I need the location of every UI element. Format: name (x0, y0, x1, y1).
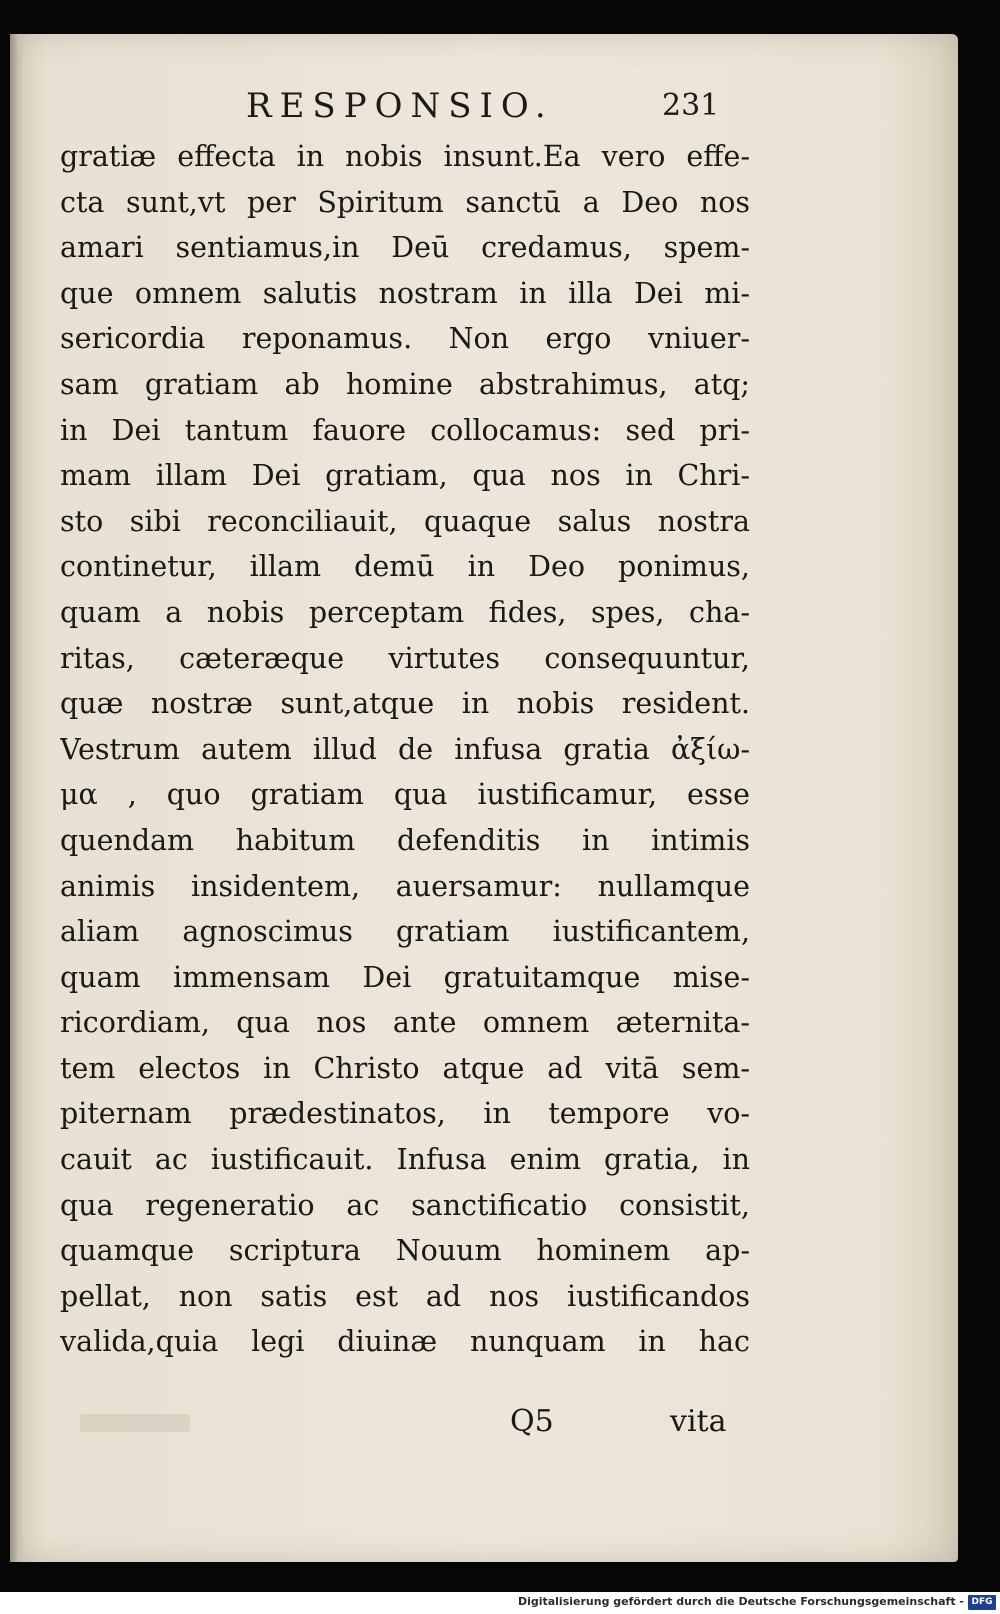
dfg-logo-icon: DFG (968, 1595, 996, 1610)
text-line: quam immensam Dei gratuitamque mise- (60, 960, 750, 994)
text-line: que omnem salutis nostram in illa Dei mi- (60, 276, 750, 310)
text-line: gratiæ effecta in nobis insunt.Ea vero effe- (60, 140, 750, 173)
page-footer (10, 1404, 958, 1450)
text-line: animis insidentem, auersamur: nullamque (60, 869, 750, 903)
body-text (60, 134, 750, 1365)
catchword: vita (670, 1404, 727, 1439)
text-line: piternam prædestinatos, in tempore vo- (60, 1097, 750, 1131)
text-line: tem electos in Christo atque ad vitā sem- (60, 1051, 750, 1085)
page-number: 231 (662, 88, 720, 123)
running-title: RESPONSIO. (246, 86, 554, 126)
running-head (10, 86, 958, 136)
text-line: quamque scriptura Nouum hominem ap- (60, 1234, 750, 1268)
text-line: amari sentiamus,in Deū credamus, spem- (60, 231, 750, 265)
text-line: quæ nostræ sunt,atque in nobis resident. (60, 687, 750, 721)
text-line: cauit ac iustificauit. Infusa enim gratia, in (60, 1143, 750, 1177)
text-line: cta sunt,vt per Spiritum sanctū a Deo nos (60, 185, 750, 219)
text-line: continetur, illam demū in Deo ponimus, (60, 550, 750, 584)
text-line: aliam agnoscimus gratiam iustificantem, (60, 915, 750, 949)
text-line: μα , quo gratiam qua iustificamur, esse (60, 778, 750, 812)
text-line: Vestrum autem illud de infusa gratia ἀξίω- (60, 732, 750, 766)
text-line: sam gratiam ab homine abstrahimus, atq; (60, 367, 750, 401)
text-line: qua regeneratio ac sanctificatio consistit, (60, 1188, 750, 1222)
text-line: quam a nobis perceptam fides, spes, cha- (60, 595, 750, 629)
attribution-text: Digitalisierung gefördert durch die Deutsche Forschungsgemeinschaft - (517, 1595, 964, 1608)
text-line: ricordiam, qua nos ante omnem æternita- (60, 1006, 750, 1040)
book-page (10, 34, 958, 1562)
signature-mark: Q5 (510, 1404, 554, 1439)
text-line: mam illam Dei gratiam, qua nos in Chri- (60, 459, 750, 493)
text-line: pellat, non satis est ad nos iustificandos (60, 1279, 750, 1313)
text-line: quendam habitum defenditis in intimis (60, 823, 750, 857)
attribution-bar (0, 1592, 1000, 1614)
text-line: sericordia reponamus. Non ergo vniuer- (60, 322, 750, 356)
text-line: sto sibi reconciliauit, quaque salus nostra (60, 504, 750, 538)
text-line: valida,quia legi diuinæ nunquam in hac (60, 1325, 750, 1359)
text-line: ritas, cæteræque virtutes consequuntur, (60, 641, 750, 675)
page-gutter-edge (10, 34, 24, 1562)
text-line: in Dei tantum fauore collocamus: sed pri- (60, 413, 750, 447)
